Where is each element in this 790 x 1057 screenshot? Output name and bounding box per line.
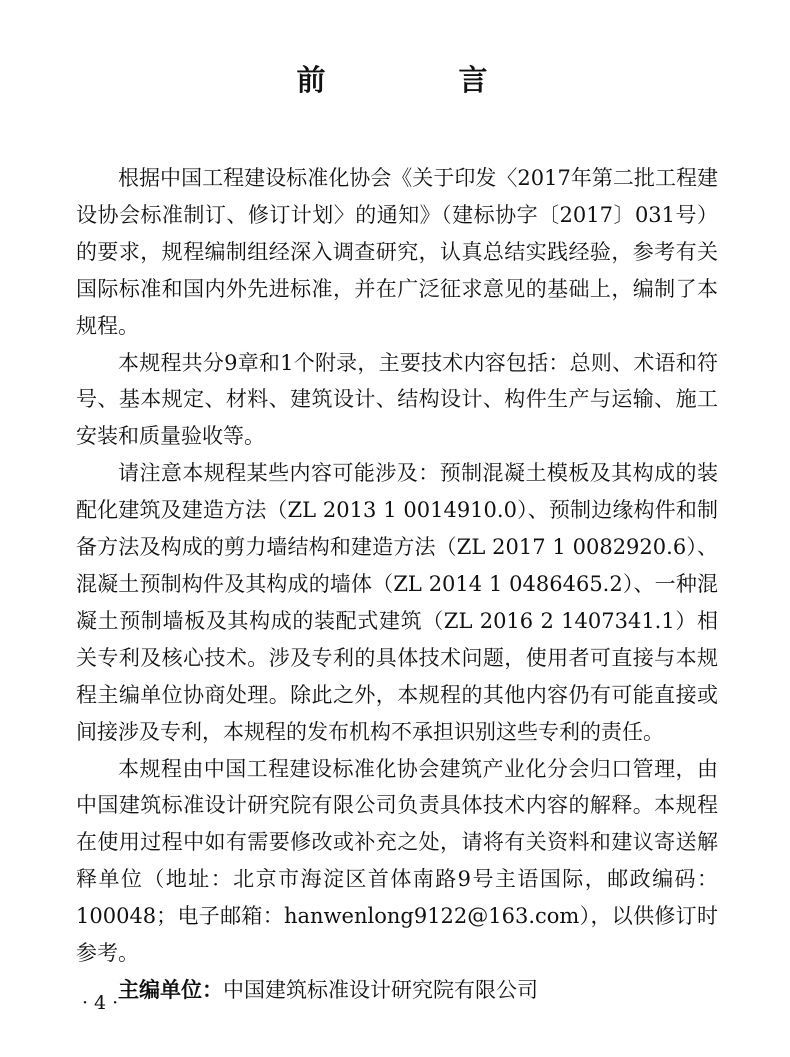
page-title: 前 言 bbox=[296, 63, 540, 97]
chief-editor-line bbox=[76, 972, 718, 1009]
page-number: ·4· bbox=[82, 992, 125, 1014]
paragraph-3: 请注意本规程某些内容可能涉及：预制混凝土模板及其构成的装配化建筑及建造方法（ZL 2013 1 0014910.0）、预制边缘构件和制备方法及构成的剪力墙结构和建造方法（ZL 2017 1 0082920.6）、混凝土预制构件及其构成的墙体（ZL 2014 1 0486465.2）、一种混凝土预制墙板及其构成的装配式建筑（ZL 2016 2 1407341.1）相关专利及核心技术。涉及专利的具体技术问题，使用者可直接与本规程主编单位协商处理。除此之外，本规程的其他内容仍有可能直接或间接涉及专利，本规程的发布机构不承担识别这些专利的责任。 bbox=[76, 461, 718, 744]
chief-editor-label: 主编单位： bbox=[118, 977, 223, 1002]
body-text bbox=[76, 160, 718, 1009]
chief-editor-value: 中国建筑标准设计研究院有限公司 bbox=[223, 977, 538, 1002]
paragraph-4: 本规程由中国工程建设标准化协会建筑产业化分会归口管理，由中国建筑标准设计研究院有限公司负责具体技术内容的解释。本规程在使用过程中如有需要修改或补充之处，请将有关资料和建议寄送解释单位（地址：北京市海淀区首体南路9号主语国际，邮政编码：100048；电子邮箱：hanwenlong9122@163.com），以供修订时参考。 bbox=[76, 756, 718, 966]
paragraph-1: 根据中国工程建设标准化协会《关于印发〈2017年第二批工程建设协会标准制订、修订计划〉的通知》（建标协字〔2017〕031号）的要求，规程编制组经深入调查研究，认真总结实践经验，参考有关国际标准和国内外先进标准，并在广泛征求意见的基础上，编制了本规程。 bbox=[76, 166, 718, 338]
paragraph-2: 本规程共分9章和1个附录，主要技术内容包括：总则、术语和符号、基本规定、材料、建筑设计、结构设计、构件生产与运输、施工安装和质量验收等。 bbox=[76, 350, 718, 449]
